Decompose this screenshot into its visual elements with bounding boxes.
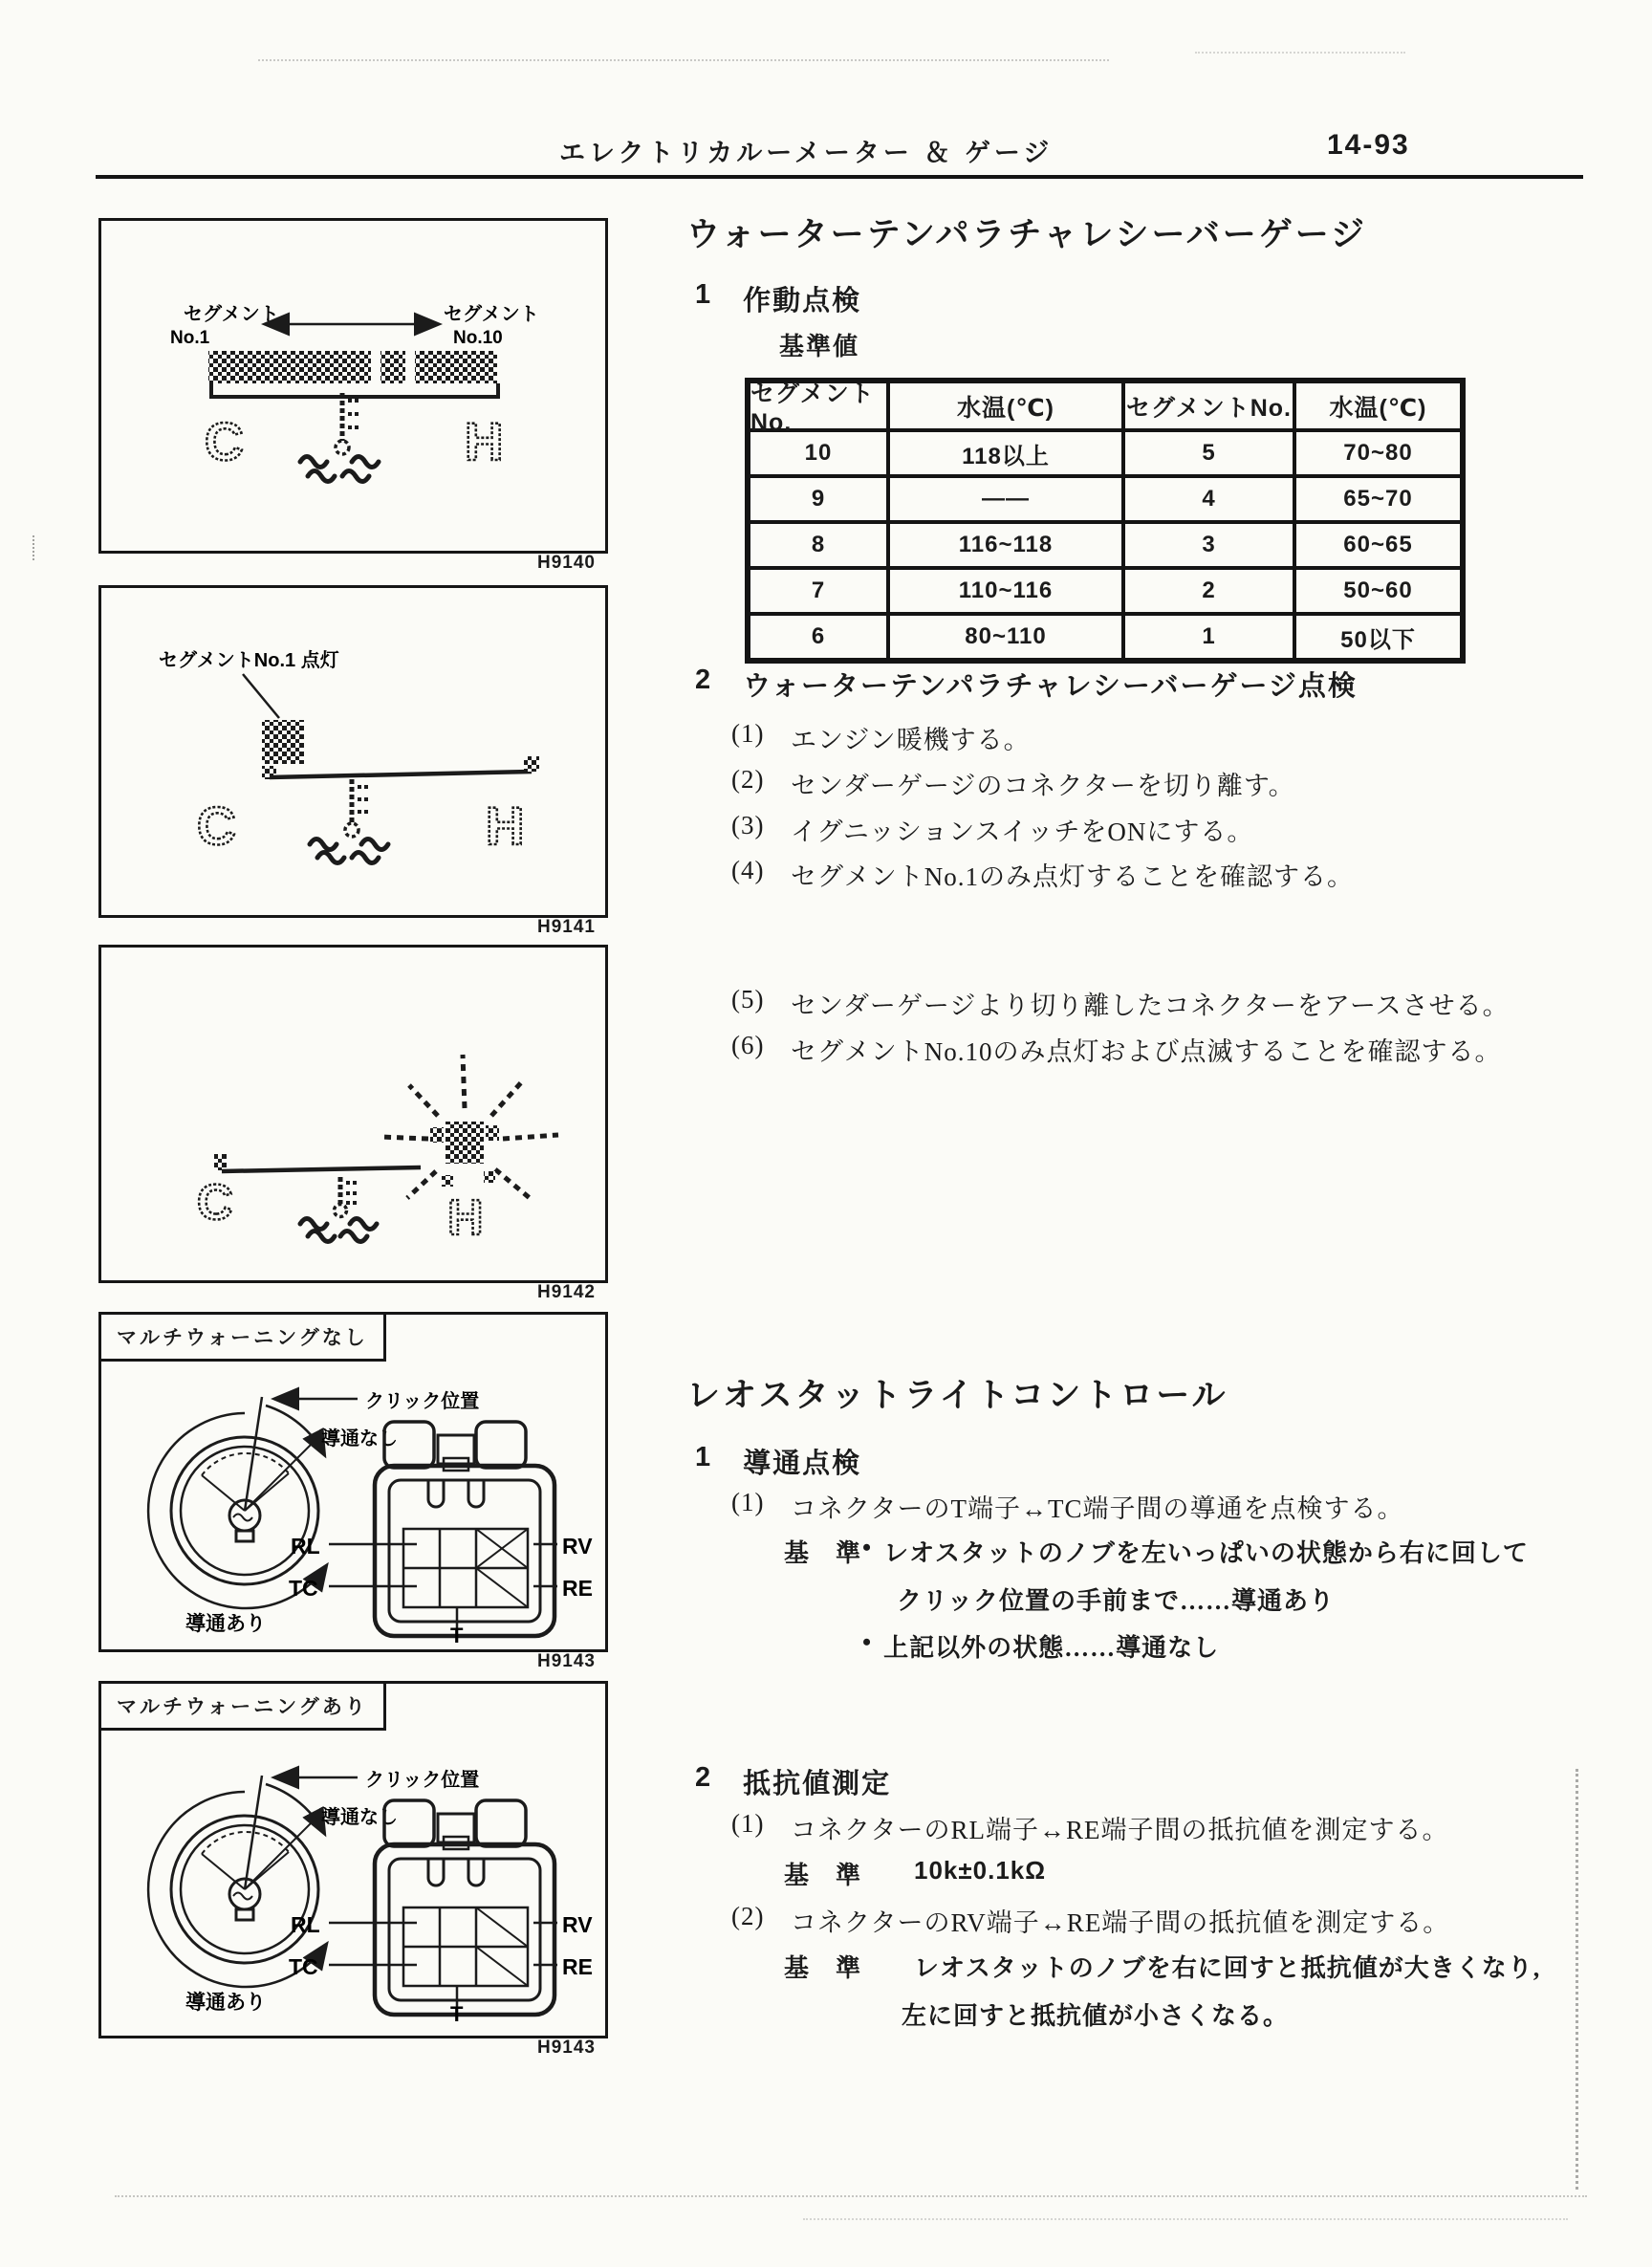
table-cell: 9	[749, 476, 888, 522]
continuity-label: 導通あり	[185, 1992, 266, 2014]
hot-mark: H	[465, 411, 504, 471]
step-number: (1)	[731, 1809, 765, 1838]
gauge-scale-line	[222, 1167, 421, 1171]
standard-line	[784, 1534, 861, 1569]
heading-number: 1	[695, 279, 713, 310]
step-number: (6)	[731, 1031, 765, 1059]
cold-mark: C	[205, 411, 244, 471]
gauge-scale-line	[211, 383, 498, 399]
bullet-mark: •	[862, 1534, 873, 1561]
table-cell: 7	[749, 568, 888, 614]
scan-artifact	[258, 59, 1109, 61]
click-position-label: クリック位置	[365, 1391, 480, 1412]
step-text: セグメントNo.10のみ点灯および点滅することを確認する。	[791, 1037, 1502, 1066]
table-cell: ――	[888, 476, 1123, 522]
table-cell: 80~110	[888, 614, 1123, 660]
connector-diagram	[329, 1800, 557, 2015]
standard-value: レオスタットのノブを右に回すと抵抗値が大きくなり,	[914, 1954, 1541, 1982]
procedure-step	[731, 985, 1510, 1022]
starburst-dot	[442, 1175, 453, 1187]
table-row	[749, 614, 1462, 660]
page-header-title: エレクトリカルーメーター ＆ ゲージ	[559, 139, 1054, 167]
segment1-lit-drawing	[101, 588, 599, 909]
table-cell: 50以下	[1294, 614, 1462, 660]
step-text: センダーゲージより切り離したコネクターをアースさせる。	[791, 992, 1510, 1020]
standard-line	[784, 1949, 1540, 1984]
scale-end-mark	[214, 1154, 227, 1170]
scan-artifact	[115, 2195, 1587, 2197]
lit-segment-block	[446, 1122, 484, 1164]
heading-text: ウォーターテンパラチャレシーバーゲージ点検	[743, 671, 1358, 702]
gauge-segments-drawing	[101, 221, 599, 545]
table-header-row	[749, 381, 1462, 436]
no-continuity-label: 導通なし	[321, 1428, 398, 1450]
table-cell: 1	[1123, 614, 1294, 660]
figure-gauge-segments	[98, 218, 608, 554]
standard-label: 基 準	[784, 1539, 862, 1567]
figure-code: H9142	[537, 1282, 596, 1302]
heading-text: 作動点検	[743, 286, 862, 316]
procedure-step	[731, 765, 1295, 802]
scan-artifact	[33, 535, 34, 560]
table-cell: 6	[749, 614, 888, 660]
standard-line	[784, 1856, 1046, 1891]
table-cell: 8	[749, 522, 888, 568]
standard-line-cont: 左に回すと抵抗値が小さくなる。	[902, 2002, 1290, 2030]
step-number: (2)	[731, 765, 765, 794]
figure-code: H9140	[537, 553, 596, 573]
standard-value: 10k±0.1kΩ	[914, 1856, 1047, 1885]
bullet-mark: •	[862, 1628, 873, 1656]
no-continuity-label: 導通なし	[321, 1807, 398, 1828]
segment-no10-label: セグメント	[444, 304, 539, 325]
table-cell: 118以上	[888, 430, 1123, 476]
click-position-label: クリック位置	[365, 1770, 480, 1791]
step-text: エンジン暖機する。	[791, 726, 1031, 754]
table-cell: 110~116	[888, 568, 1123, 614]
figure-code: H9141	[537, 917, 596, 937]
scan-artifact	[803, 2218, 1568, 2220]
table-body	[749, 430, 1462, 660]
pin-label-re: RE	[562, 1954, 593, 1979]
procedure-step	[731, 719, 1031, 756]
step-number: (4)	[731, 856, 765, 884]
table-cell: 50~60	[1294, 568, 1462, 614]
pin-label-re: RE	[562, 1576, 593, 1601]
segment10-blinking-drawing	[101, 948, 599, 1275]
scan-artifact	[1576, 1769, 1578, 2190]
table-cell: 60~65	[1294, 522, 1462, 568]
figure-rheostat-with-multiwarning	[98, 1681, 608, 2038]
rheostat-drawing	[101, 1315, 599, 1644]
coolant-temp-icon	[300, 393, 379, 482]
gauge-scale-line	[270, 772, 532, 777]
standard-value-table	[745, 378, 1466, 664]
standard-label: 基 準	[784, 1862, 862, 1889]
table-cell: 5	[1123, 430, 1294, 476]
step-number: (1)	[731, 719, 765, 748]
cold-mark: C	[197, 1175, 233, 1231]
pin-label-rv: RV	[562, 1534, 593, 1559]
step-text: コネクターのRV端子↔RE端子間の抵抗値を測定する。	[791, 1908, 1450, 1937]
table-cell: 3	[1123, 522, 1294, 568]
step-text: イグニッションスイッチをONにする。	[791, 817, 1254, 846]
figure-segment1-lit	[98, 585, 608, 918]
standard-label: 基 準	[784, 1954, 862, 1982]
continuity-label: 導通あり	[185, 1613, 266, 1635]
heading-gauge-check	[695, 665, 1358, 704]
table-header-cell: セグメントNo.	[749, 381, 888, 430]
heading-resistance-measure	[695, 1762, 891, 1801]
table-cell: 2	[1123, 568, 1294, 614]
table-header-cell: 水温(℃)	[1294, 381, 1462, 430]
standard-bullet-2	[862, 1628, 1219, 1664]
step-text: コネクターのT端子↔TC端子間の導通を点検する。	[791, 1494, 1404, 1523]
segment-band	[380, 351, 405, 383]
heading-number: 1	[695, 1442, 713, 1472]
heading-number: 2	[695, 1762, 713, 1793]
figure-code: H9143	[537, 2038, 596, 2058]
pin-label-rv: RV	[562, 1912, 593, 1937]
pin-label-t: T	[450, 2002, 464, 2026]
standard-bullet-1	[862, 1534, 1529, 1569]
step-number: (3)	[731, 811, 765, 839]
segment-no10-label2: No.10	[453, 328, 503, 348]
figure-rheostat-no-multiwarning	[98, 1312, 608, 1652]
segment-band	[415, 351, 497, 383]
bullet-text: レオスタットのノブを左いっぱいの状態から右に回して	[883, 1539, 1529, 1567]
table-row	[749, 476, 1462, 522]
header-rule	[96, 175, 1583, 179]
hot-mark: H	[486, 796, 525, 856]
segment-band	[208, 351, 371, 383]
cold-mark: C	[197, 796, 236, 856]
procedure-step	[731, 811, 1253, 848]
starburst-dot	[430, 1127, 444, 1143]
table-row	[749, 430, 1462, 476]
table-cell: 10	[749, 430, 888, 476]
hot-mark: H	[447, 1190, 484, 1246]
pin-label-tc: TC	[289, 1954, 318, 1979]
step-text: セグメントNo.1のみ点灯することを確認する。	[791, 862, 1354, 891]
pin-label-t: T	[450, 1624, 464, 1644]
table-cell: 70~80	[1294, 430, 1462, 476]
segment-no1-label2: No.1	[170, 328, 210, 348]
procedure-step	[731, 1809, 1448, 1846]
heading-continuity-check	[695, 1442, 861, 1481]
coolant-temp-icon	[300, 1177, 377, 1242]
segment-no1-label: セグメント	[184, 304, 279, 325]
procedure-step	[731, 856, 1354, 893]
table-header-cell: 水温(℃)	[888, 381, 1123, 430]
procedure-step	[731, 1488, 1403, 1525]
procedure-step	[731, 1031, 1501, 1068]
starburst-dot	[484, 1171, 495, 1183]
pin-label-rl: RL	[291, 1912, 320, 1937]
connector-diagram	[329, 1422, 557, 1636]
heading-text: 導通点検	[743, 1449, 862, 1479]
scale-end-mark	[524, 756, 539, 772]
figure-caption-box: マルチウォーニングあり	[98, 1681, 386, 1731]
page-number: 14-93	[1327, 129, 1410, 161]
coolant-temp-icon	[310, 779, 388, 863]
table-row	[749, 568, 1462, 614]
step-number: (1)	[731, 1488, 765, 1516]
pointer-line	[243, 674, 279, 718]
lit-segment-block	[262, 720, 304, 764]
segment1-lit-label: セグメントNo.1 点灯	[159, 650, 339, 671]
standard-value-label: 基準値	[779, 332, 860, 360]
step-number: (5)	[731, 985, 765, 1014]
starburst-dot	[486, 1125, 499, 1141]
figure-caption-box: マルチウォーニングなし	[98, 1312, 386, 1362]
step-number: (2)	[731, 1902, 765, 1930]
table-row	[749, 522, 1462, 568]
figure-segment10-blinking	[98, 945, 608, 1283]
figure-code: H9143	[537, 1651, 596, 1671]
heading-number: 2	[695, 665, 713, 695]
table-cell: 116~118	[888, 522, 1123, 568]
section-title-water-gauge: ウォーターテンパラチャレシーバーゲージ	[686, 216, 1368, 253]
procedure-step	[731, 1902, 1449, 1939]
step-text: センダーゲージのコネクターを切り離す。	[791, 772, 1295, 800]
table-cell: 65~70	[1294, 476, 1462, 522]
pin-label-rl: RL	[291, 1534, 320, 1559]
heading-text: 抵抗値測定	[743, 1769, 892, 1799]
table-cell: 4	[1123, 476, 1294, 522]
scan-artifact	[1195, 52, 1405, 54]
standard-bullet-1-cont: クリック位置の手前まで……導通あり	[897, 1587, 1335, 1615]
rheostat-drawing	[101, 1684, 599, 2030]
bullet-text: 上記以外の状態……導通なし	[883, 1634, 1220, 1662]
step-text: コネクターのRL端子↔RE端子間の抵抗値を測定する。	[791, 1816, 1449, 1844]
section-title-rheostat: レオスタットライトコントロール	[686, 1377, 1228, 1414]
table-header-cell: セグメントNo.	[1123, 381, 1294, 430]
heading-operation-check	[695, 279, 861, 318]
pin-label-tc: TC	[289, 1576, 318, 1601]
